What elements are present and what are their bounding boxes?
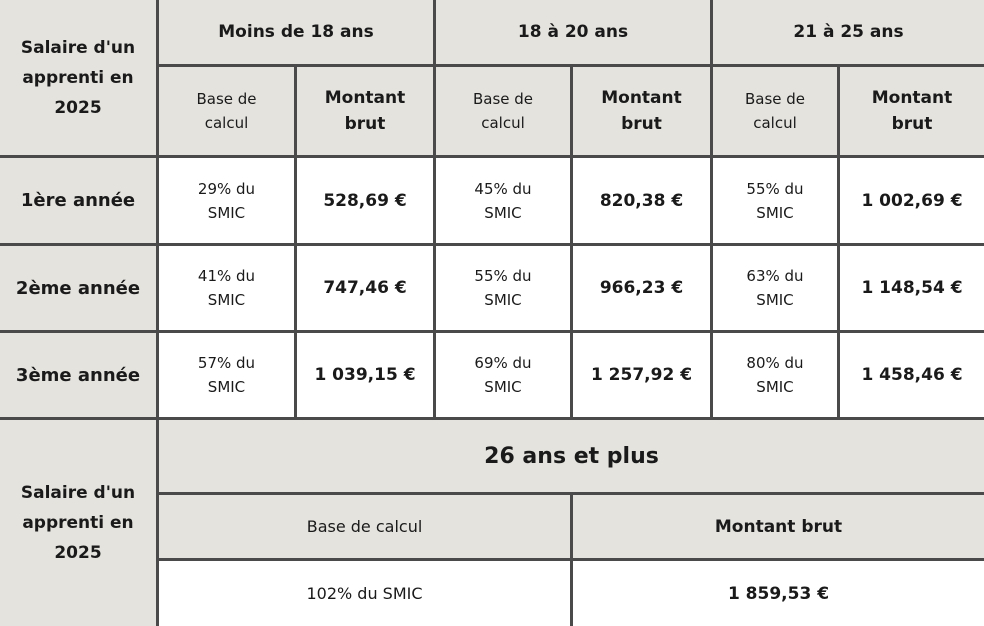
amount-cell: 747,46 € [297, 246, 433, 330]
amount-cell: 1 257,92 € [573, 333, 710, 417]
sub-header-amount: Montant brut [297, 67, 433, 155]
base-cell: 29% du SMIC [159, 158, 294, 243]
lower-header-base: Base de calcul [159, 495, 570, 558]
age-group-header-18-20: 18 à 20 ans [436, 0, 710, 64]
base-cell: 69% du SMIC [436, 333, 570, 417]
base-cell: 41% du SMIC [159, 246, 294, 330]
sub-header-amount: Montant brut [573, 67, 710, 155]
amount-cell: 966,23 € [573, 246, 710, 330]
age-group-header-under-18: Moins de 18 ans [159, 0, 433, 64]
age-group-header-26-plus: 26 ans et plus [159, 420, 984, 492]
base-cell: 57% du SMIC [159, 333, 294, 417]
amount-cell: 1 039,15 € [297, 333, 433, 417]
amount-cell: 1 458,46 € [840, 333, 984, 417]
sub-header-base: Base de calcul [713, 67, 837, 155]
base-cell: 80% du SMIC [713, 333, 837, 417]
row-label-year-1: 1ère année [0, 158, 156, 243]
corner-header-lower: Salaire d'un apprenti en 2025 [0, 420, 156, 626]
lower-amount-cell: 1 859,53 € [573, 561, 984, 626]
amount-cell: 1 002,69 € [840, 158, 984, 243]
lower-header-amount: Montant brut [573, 495, 984, 558]
corner-header: Salaire d'un apprenti en 2025 [0, 0, 156, 155]
sub-header-amount: Montant brut [840, 67, 984, 155]
base-cell: 45% du SMIC [436, 158, 570, 243]
amount-cell: 1 148,54 € [840, 246, 984, 330]
base-cell: 55% du SMIC [713, 158, 837, 243]
row-label-year-2: 2ème année [0, 246, 156, 330]
sub-header-base: Base de calcul [159, 67, 294, 155]
age-group-header-21-25: 21 à 25 ans [713, 0, 984, 64]
amount-cell: 820,38 € [573, 158, 710, 243]
amount-cell: 528,69 € [297, 158, 433, 243]
row-label-year-3: 3ème année [0, 333, 156, 417]
base-cell: 63% du SMIC [713, 246, 837, 330]
sub-header-base: Base de calcul [436, 67, 570, 155]
lower-base-cell: 102% du SMIC [159, 561, 570, 626]
base-cell: 55% du SMIC [436, 246, 570, 330]
